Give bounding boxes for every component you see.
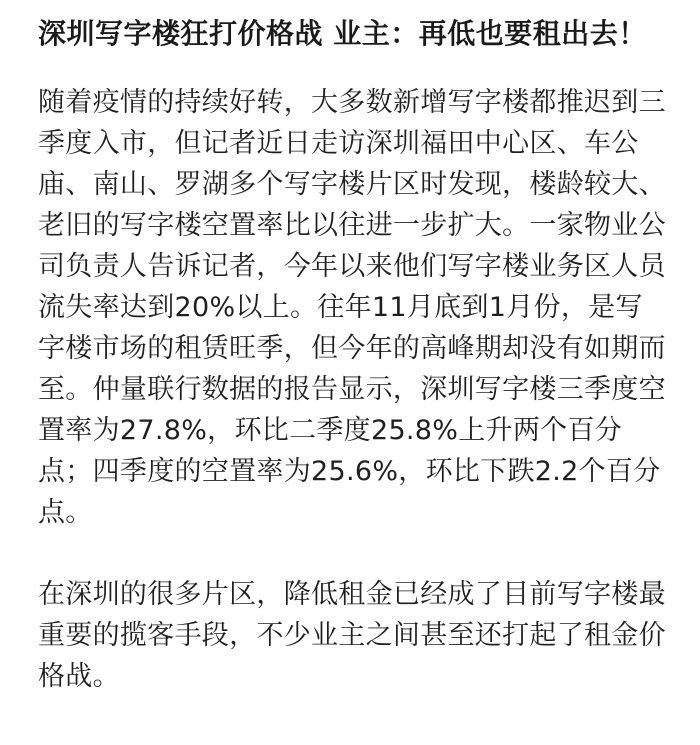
article-paragraph: 在深圳的很多片区，降低租金已经成了目前写字楼最重要的揽客手段，不少业主之间甚至还打起了租金价格战。 bbox=[38, 579, 666, 692]
article bbox=[38, 14, 668, 697]
article-title: 深圳写字楼狂打价格战 业主：再低也要租出去！ bbox=[38, 17, 647, 50]
article-paragraph: 随着疫情的持续好转，大多数新增写字楼都推迟到三季度入市，但记者近日走访深圳福田中心区、车公庙、南山、罗湖多个写字楼片区时发现，楼龄较大、老旧的写字楼空置率比以往进一步扩大。一家物业公司负责人告诉记者，今年以来他们写字楼业务区人员流失率达到20%以上。往年11月底到1月份，是写字楼市场的租赁旺季，但今年的高峰期却没有如期而至。仲量联行数据的报告显示，深圳写字楼三季度空置率为27.8%，环比二季度25.8%上升两个百分点；四季度的空置率为25.6%，环比下跌2.2个百分点。 bbox=[38, 87, 666, 528]
